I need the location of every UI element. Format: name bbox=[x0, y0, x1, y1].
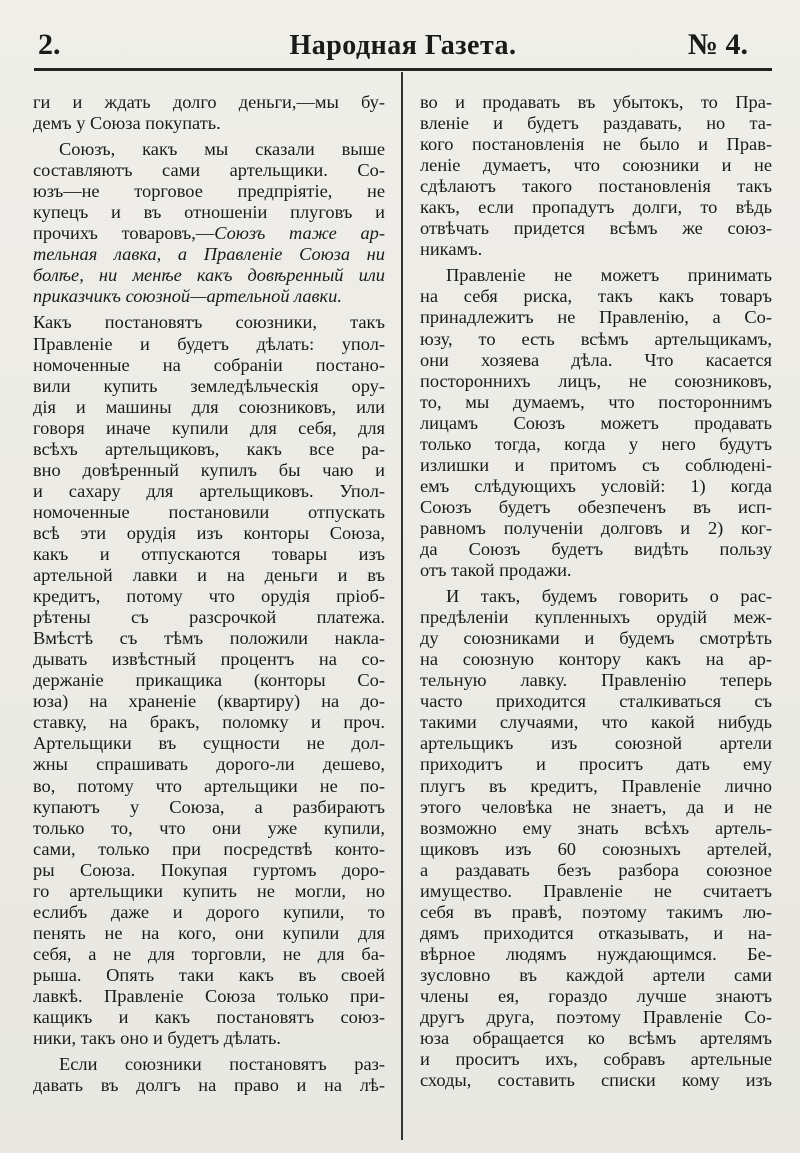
right-column bbox=[420, 92, 772, 1091]
text-line: то, мы думаемъ, что постороннимъ bbox=[420, 391, 772, 412]
text-line: на себя риска, такъ какъ товаръ bbox=[420, 286, 772, 307]
text-line: вѣрное людямъ нуждающимся. Бе- bbox=[420, 943, 772, 964]
text-line: дывать извѣстный процентъ на со- bbox=[33, 649, 385, 670]
text-line: го артельщики купить не могли, но bbox=[33, 880, 385, 901]
text-line: купецъ и въ отношеніи плуговъ и bbox=[33, 202, 385, 223]
text-line: составляютъ сами артельщики. Со- bbox=[33, 160, 385, 181]
text-line: кого постановленія не было и Прав- bbox=[420, 134, 772, 155]
page-number: 2. bbox=[38, 28, 61, 61]
text-line: Какъ постановятъ союзники, такъ bbox=[33, 312, 385, 333]
text-line: дямъ приходится отказывать, и на- bbox=[420, 922, 772, 943]
text-line: номоченные постановили отпускать bbox=[33, 501, 385, 522]
text-line: зусловно въ каждой артели сами bbox=[420, 964, 772, 985]
text-line: держаніе прикащика (конторы Со- bbox=[33, 670, 385, 691]
text-line: приказчикъ союзной—артельной лавки. bbox=[33, 286, 342, 307]
text-line: во, потому что артельщики не по- bbox=[33, 775, 385, 796]
text-line: какъ, если пропадутъ долги, то вѣдь bbox=[420, 197, 772, 218]
text-line: всѣ эти орудія изъ конторы Союза, bbox=[33, 522, 385, 543]
text-line: кащикъ и какъ постановятъ союз- bbox=[33, 1007, 385, 1028]
text-line: никамъ. bbox=[420, 239, 483, 260]
text-line: рѣтены съ разсрочкой платежа. bbox=[33, 607, 385, 628]
text-line: вили купить земледѣльческія ору- bbox=[33, 375, 385, 396]
text-line: принадлежитъ не Правленію, а Со- bbox=[420, 307, 772, 328]
text-line: и проситъ ихъ, собравъ артельные bbox=[420, 1049, 772, 1070]
text-line: демъ у Союза покупать. bbox=[33, 113, 221, 134]
italic-segment: Союзъ таже ар- bbox=[214, 223, 385, 244]
text-line: ставку, на бракъ, поломку и проч. bbox=[33, 712, 385, 733]
text-line: артельщикъ изъ союзной артели bbox=[420, 733, 772, 754]
text-line: и сахару для артельщиковъ. Упол- bbox=[33, 480, 385, 501]
text-line: вленіе и будетъ раздавать, но та- bbox=[420, 113, 772, 134]
text-line: на союзную контору какъ на ар- bbox=[420, 649, 772, 670]
text-line: говоря иначе купили для себя, для bbox=[33, 417, 385, 438]
text-line: себя въ правѣ, поэтому такимъ лю- bbox=[420, 901, 772, 922]
text-line: члены ея, гораздо лучше знаютъ bbox=[420, 985, 772, 1006]
text-line: ры Союза. Покупая гуртомъ доро- bbox=[33, 859, 385, 880]
text-line: постороннихъ лицъ, не союзниковъ, bbox=[420, 370, 772, 391]
text-line: болѣе, ни менѣе какъ довѣренный или bbox=[33, 265, 385, 286]
text-line: себя, а не для торговли, не для ба- bbox=[33, 943, 385, 964]
text-line: во и продавать въ убытокъ, то Пра- bbox=[420, 92, 772, 112]
text-line: сходы, составить списки кому изъ bbox=[420, 1070, 772, 1091]
text-line: только то, что они уже купили, bbox=[33, 817, 385, 838]
text-line: всѣхъ артельщиковъ, какъ все ра- bbox=[33, 438, 385, 459]
text-line: сами, только при посредствѣ конто- bbox=[33, 838, 385, 859]
text-line: рыша. Опять таки какъ въ своей bbox=[33, 964, 385, 985]
text-line: предѣленіи купленныхъ орудій меж- bbox=[420, 607, 772, 628]
text-line: сдѣлаютъ такого постановленія такъ bbox=[420, 176, 772, 197]
text-line: купаютъ у Союза, а разбираютъ bbox=[33, 796, 385, 817]
text-line: юзъ—не торговое предпріятіе, не bbox=[33, 181, 385, 202]
text-line: юза) на храненіе (квартиру) на до- bbox=[33, 691, 385, 712]
text-line: Правленіе и будетъ дѣлать: упол- bbox=[33, 333, 385, 354]
text-line: Вмѣстѣ съ тѣмъ положили накла- bbox=[33, 628, 385, 649]
text-line: юза обращается ко всѣмъ артелямъ bbox=[420, 1028, 772, 1049]
text-line: ники, такъ оно и будетъ дѣлать. bbox=[33, 1028, 281, 1049]
text-line: артельной лавки и на деньги и въ bbox=[33, 565, 385, 586]
text-line: плугъ въ кредитъ, Правленіе лично bbox=[420, 775, 772, 796]
left-column bbox=[33, 92, 385, 1096]
text-line: возможно ему знать всѣхъ артель- bbox=[420, 817, 772, 838]
text-line: имущество. Правленіе не считаетъ bbox=[420, 880, 772, 901]
text-line: дія и машины для союзниковъ, или bbox=[33, 396, 385, 417]
text-line: часто приходится сталкиваться съ bbox=[420, 691, 772, 712]
text-line: Союзъ будетъ обезпеченъ въ исп- bbox=[420, 496, 772, 517]
text-line: лавкѣ. Правленіе Союза только при- bbox=[33, 985, 385, 1006]
text-line: давать въ долгъ на право и на лѣ- bbox=[33, 1075, 385, 1096]
text-line: излишки и притомъ съ соблюдені- bbox=[420, 454, 772, 475]
text-line: ду союзниками и будемъ смотрѣть bbox=[420, 628, 772, 649]
text-line: этого человѣка не знаетъ, да и не bbox=[420, 796, 772, 817]
text-line: да Союзъ будетъ видѣть пользу bbox=[420, 538, 772, 559]
text-line: а раздавать безъ разбора союзное bbox=[420, 859, 772, 880]
text-line: Союзъ, какъ мы сказали выше bbox=[59, 139, 385, 160]
text-line: жны спрашивать дорого-ли дешево, bbox=[33, 754, 385, 775]
text-line: леніе думаетъ, что союзники и не bbox=[420, 155, 772, 176]
text-line: кредитъ, потому что орудія пріоб- bbox=[33, 586, 385, 607]
text-line: ги и ждать долго деньги,—мы бу- bbox=[33, 92, 385, 112]
text-line: еслибъ даже и дорого купили, то bbox=[33, 901, 385, 922]
text-line: лицамъ Союзъ можетъ продавать bbox=[420, 412, 772, 433]
text-line: только тогда, когда у него будутъ bbox=[420, 433, 772, 454]
text-line: равномъ полученіи долговъ и 2) ког- bbox=[420, 517, 772, 538]
text-line: номоченные на собраніи постано- bbox=[33, 354, 385, 375]
text-line: емъ слѣдующихъ условій: 1) когда bbox=[420, 475, 772, 496]
text-line: отвѣчать придется всѣмъ же союз- bbox=[420, 218, 772, 239]
text-line: И такъ, будемъ говорить о рас- bbox=[446, 586, 772, 607]
text-line: Правленіе не можетъ принимать bbox=[446, 265, 772, 286]
text-line: юзу, то есть всѣмъ артельщикамъ, bbox=[420, 328, 772, 349]
newspaper-title: Народная Газета. bbox=[289, 30, 517, 61]
text-line: такими случаями, что какой нибудь bbox=[420, 712, 772, 733]
text-line: Артельщики въ сущности не дол- bbox=[33, 733, 385, 754]
text-line: щиковъ изъ 60 союзныхъ артелей, bbox=[420, 838, 772, 859]
text-line: пенять не на кого, они купили для bbox=[33, 922, 385, 943]
text-line: тельная лавка, а Правленіе Союза ни bbox=[33, 244, 385, 265]
column-divider bbox=[401, 72, 403, 1140]
text-line bbox=[33, 223, 385, 244]
text-line: они хозяева дѣла. Что касается bbox=[420, 349, 772, 370]
header-divider bbox=[34, 68, 772, 71]
text-line: отъ такой продажи. bbox=[420, 560, 572, 581]
text-line: какъ и отпускаются товары изъ bbox=[33, 543, 385, 564]
text-line: другъ друга, поэтому Правленіе Со- bbox=[420, 1007, 772, 1028]
text-line: Если союзники постановятъ раз- bbox=[59, 1054, 385, 1075]
page-header bbox=[38, 26, 768, 66]
issue-number: № 4. bbox=[687, 28, 748, 61]
text-segment: прочихъ товаровъ,— bbox=[33, 223, 215, 244]
text-line: тельную лавку. Правленію теперь bbox=[420, 670, 772, 691]
text-line: вно довѣренный купилъ бы чаю и bbox=[33, 459, 385, 480]
text-line: приходитъ и проситъ дать ему bbox=[420, 754, 772, 775]
